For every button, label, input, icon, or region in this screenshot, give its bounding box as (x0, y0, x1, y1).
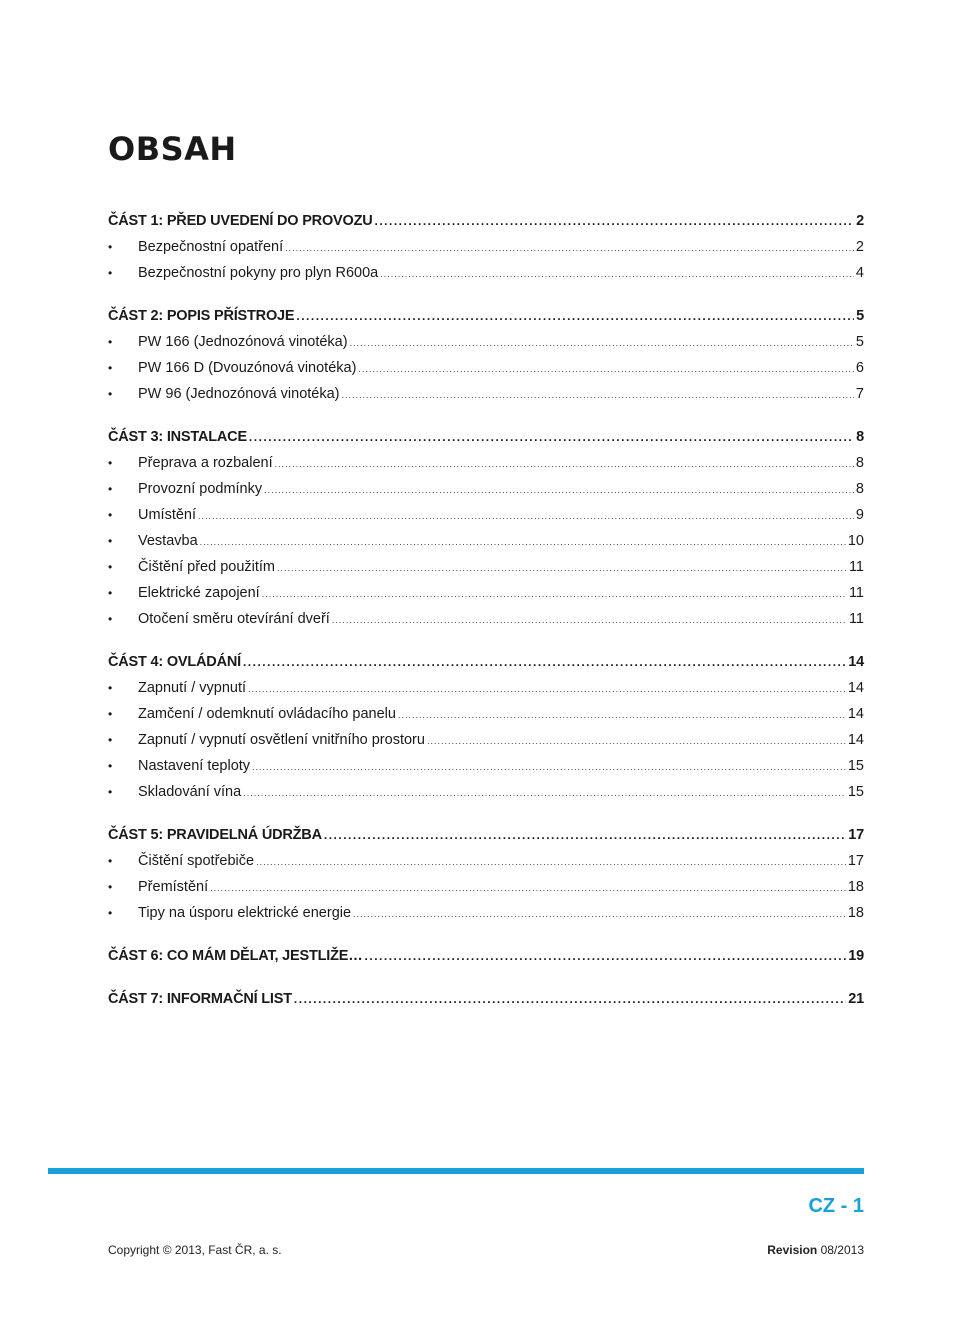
toc-entry[interactable] (108, 476, 864, 502)
page-number: CZ - 1 (808, 1195, 864, 1217)
dot-leader (256, 849, 846, 875)
entry-page-number: 8 (855, 481, 864, 497)
section-page-number: 17 (848, 827, 864, 843)
bullet-icon: • (108, 482, 113, 496)
dot-leader (294, 986, 846, 1012)
entry-title: Čištění spotřebiče (138, 853, 255, 869)
entry-page-number: 10 (847, 533, 864, 549)
dot-leader (365, 943, 847, 969)
section-page-number: 21 (848, 991, 864, 1007)
toc-section (108, 208, 864, 286)
toc-entry[interactable] (108, 753, 864, 779)
entry-page-number: 8 (855, 455, 864, 471)
dot-leader (210, 875, 846, 901)
entry-title: Přeprava a rozbalení (138, 455, 273, 471)
toc-section-heading[interactable] (108, 986, 864, 1012)
section-title: ČÁST 6: CO MÁM DĚLAT, JESTLIŽE… (108, 948, 363, 964)
toc-section-heading[interactable] (108, 424, 864, 450)
bullet-icon: • (108, 560, 113, 574)
dot-leader (427, 728, 846, 754)
toc-entry[interactable] (108, 260, 864, 286)
bullet-icon: • (108, 681, 113, 695)
toc-section (108, 649, 864, 805)
section-title: ČÁST 7: INFORMAČNÍ LIST (108, 991, 292, 1007)
bullet-icon: • (108, 240, 113, 254)
toc-entry[interactable] (108, 606, 864, 632)
entry-title: Bezpečnostní opatření (138, 239, 284, 255)
revision-value: 08/2013 (820, 1243, 864, 1257)
toc-entry[interactable] (108, 675, 864, 701)
toc-entry[interactable] (108, 528, 864, 554)
entry-page-number: 15 (847, 784, 864, 800)
section-title: ČÁST 3: INSTALACE (108, 429, 247, 445)
bullet-icon: • (108, 906, 113, 920)
toc-entry[interactable] (108, 355, 864, 381)
entry-page-number: 11 (848, 611, 864, 627)
dot-leader (264, 477, 854, 503)
section-page-number: 2 (856, 213, 864, 229)
toc-entry[interactable] (108, 554, 864, 580)
footer-divider (48, 1168, 864, 1174)
bullet-icon: • (108, 586, 113, 600)
dot-leader (248, 676, 846, 702)
page-title: OBSAH (108, 130, 237, 168)
entry-page-number: 14 (847, 732, 864, 748)
toc-entry[interactable] (108, 329, 864, 355)
bullet-icon: • (108, 759, 113, 773)
dot-leader (342, 382, 854, 408)
bullet-icon: • (108, 880, 113, 894)
entry-page-number: 2 (855, 239, 864, 255)
dot-leader (324, 822, 846, 848)
bullet-icon: • (108, 456, 113, 470)
dot-leader (358, 356, 854, 382)
toc-section-heading[interactable] (108, 943, 864, 969)
entry-page-number: 14 (847, 706, 864, 722)
toc-entry[interactable] (108, 450, 864, 476)
toc-section-heading[interactable] (108, 208, 864, 234)
section-page-number: 19 (848, 948, 864, 964)
section-title: ČÁST 1: PŘED UVEDENÍ DO PROVOZU (108, 213, 373, 229)
entry-title: Bezpečnostní pokyny pro plyn R600a (138, 265, 379, 281)
section-title: ČÁST 5: PRAVIDELNÁ ÚDRŽBA (108, 827, 322, 843)
bullet-icon: • (108, 508, 113, 522)
toc-section-heading[interactable] (108, 649, 864, 675)
dot-leader (380, 261, 854, 287)
toc-entry[interactable] (108, 701, 864, 727)
dot-leader (198, 503, 854, 529)
entry-page-number: 18 (847, 879, 864, 895)
dot-leader (277, 555, 847, 581)
toc-entry[interactable] (108, 779, 864, 805)
dot-leader (285, 235, 854, 261)
entry-page-number: 15 (847, 758, 864, 774)
section-page-number: 14 (848, 654, 864, 670)
bullet-icon: • (108, 534, 113, 548)
entry-page-number: 11 (848, 559, 864, 575)
entry-page-number: 17 (847, 853, 864, 869)
dot-leader (332, 607, 847, 633)
entry-page-number: 18 (847, 905, 864, 921)
bullet-icon: • (108, 733, 113, 747)
entry-title: Přemístění (138, 879, 209, 895)
entry-title: Zapnutí / vypnutí osvětlení vnitřního prostoru (138, 732, 425, 748)
entry-page-number: 6 (855, 360, 864, 376)
toc-entry[interactable] (108, 580, 864, 606)
entry-page-number: 9 (855, 507, 864, 523)
toc-entry[interactable] (108, 502, 864, 528)
revision-info (767, 1243, 864, 1257)
entry-page-number: 11 (848, 585, 864, 601)
entry-title: Otočení směru otevírání dveří (138, 611, 330, 627)
dot-leader (353, 901, 846, 927)
entry-title: Umístění (138, 507, 197, 523)
entry-title: PW 166 D (Dvouzónová vinotéka) (138, 360, 357, 376)
bullet-icon: • (108, 335, 113, 349)
toc-entry[interactable] (108, 381, 864, 407)
toc-entry[interactable] (108, 234, 864, 260)
toc-section (108, 986, 864, 1012)
dot-leader (252, 754, 846, 780)
toc-section-heading[interactable] (108, 303, 864, 329)
table-of-contents (108, 208, 864, 1029)
toc-entry[interactable] (108, 874, 864, 900)
toc-section-heading[interactable] (108, 822, 864, 848)
entry-title: Elektrické zapojení (138, 585, 260, 601)
dot-leader (243, 780, 846, 806)
toc-entry[interactable] (108, 900, 864, 926)
toc-section (108, 943, 864, 969)
bullet-icon: • (108, 707, 113, 721)
toc-entry[interactable] (108, 727, 864, 753)
dot-leader (200, 529, 846, 555)
entry-page-number: 7 (855, 386, 864, 402)
dot-leader (275, 451, 854, 477)
entry-title: PW 96 (Jednozónová vinotéka) (138, 386, 340, 402)
dot-leader (350, 330, 854, 356)
bullet-icon: • (108, 361, 113, 375)
entry-page-number: 5 (855, 334, 864, 350)
bullet-icon: • (108, 785, 113, 799)
section-title: ČÁST 2: POPIS PŘÍSTROJE (108, 308, 295, 324)
entry-title: Provozní podmínky (138, 481, 263, 497)
entry-title: PW 166 (Jednozónová vinotéka) (138, 334, 348, 350)
toc-section (108, 303, 864, 407)
dot-leader (375, 208, 855, 234)
toc-section (108, 424, 864, 632)
entry-title: Skladování vína (138, 784, 242, 800)
bullet-icon: • (108, 266, 113, 280)
bullet-icon: • (108, 854, 113, 868)
entry-title: Vestavba (138, 533, 198, 549)
entry-title: Tipy na úsporu elektrické energie (138, 905, 352, 921)
entry-title: Čištění před použitím (138, 559, 276, 575)
dot-leader (296, 303, 854, 329)
toc-section (108, 822, 864, 926)
revision-label: Revision (767, 1243, 818, 1257)
entry-title: Zamčení / odemknutí ovládacího panelu (138, 706, 396, 722)
dot-leader (398, 702, 846, 728)
dot-leader (262, 581, 847, 607)
bullet-icon: • (108, 612, 113, 626)
dot-leader (243, 649, 846, 675)
section-title: ČÁST 4: OVLÁDÁNÍ (108, 654, 241, 670)
section-page-number: 8 (856, 429, 864, 445)
dot-leader (249, 424, 854, 450)
entry-title: Nastavení teploty (138, 758, 251, 774)
entry-page-number: 14 (847, 680, 864, 696)
entry-title: Zapnutí / vypnutí (138, 680, 247, 696)
toc-entry[interactable] (108, 848, 864, 874)
copyright-notice: Copyright © 2013, Fast ČR, a. s. (108, 1243, 282, 1257)
bullet-icon: • (108, 387, 113, 401)
entry-page-number: 4 (855, 265, 864, 281)
section-page-number: 5 (856, 308, 864, 324)
